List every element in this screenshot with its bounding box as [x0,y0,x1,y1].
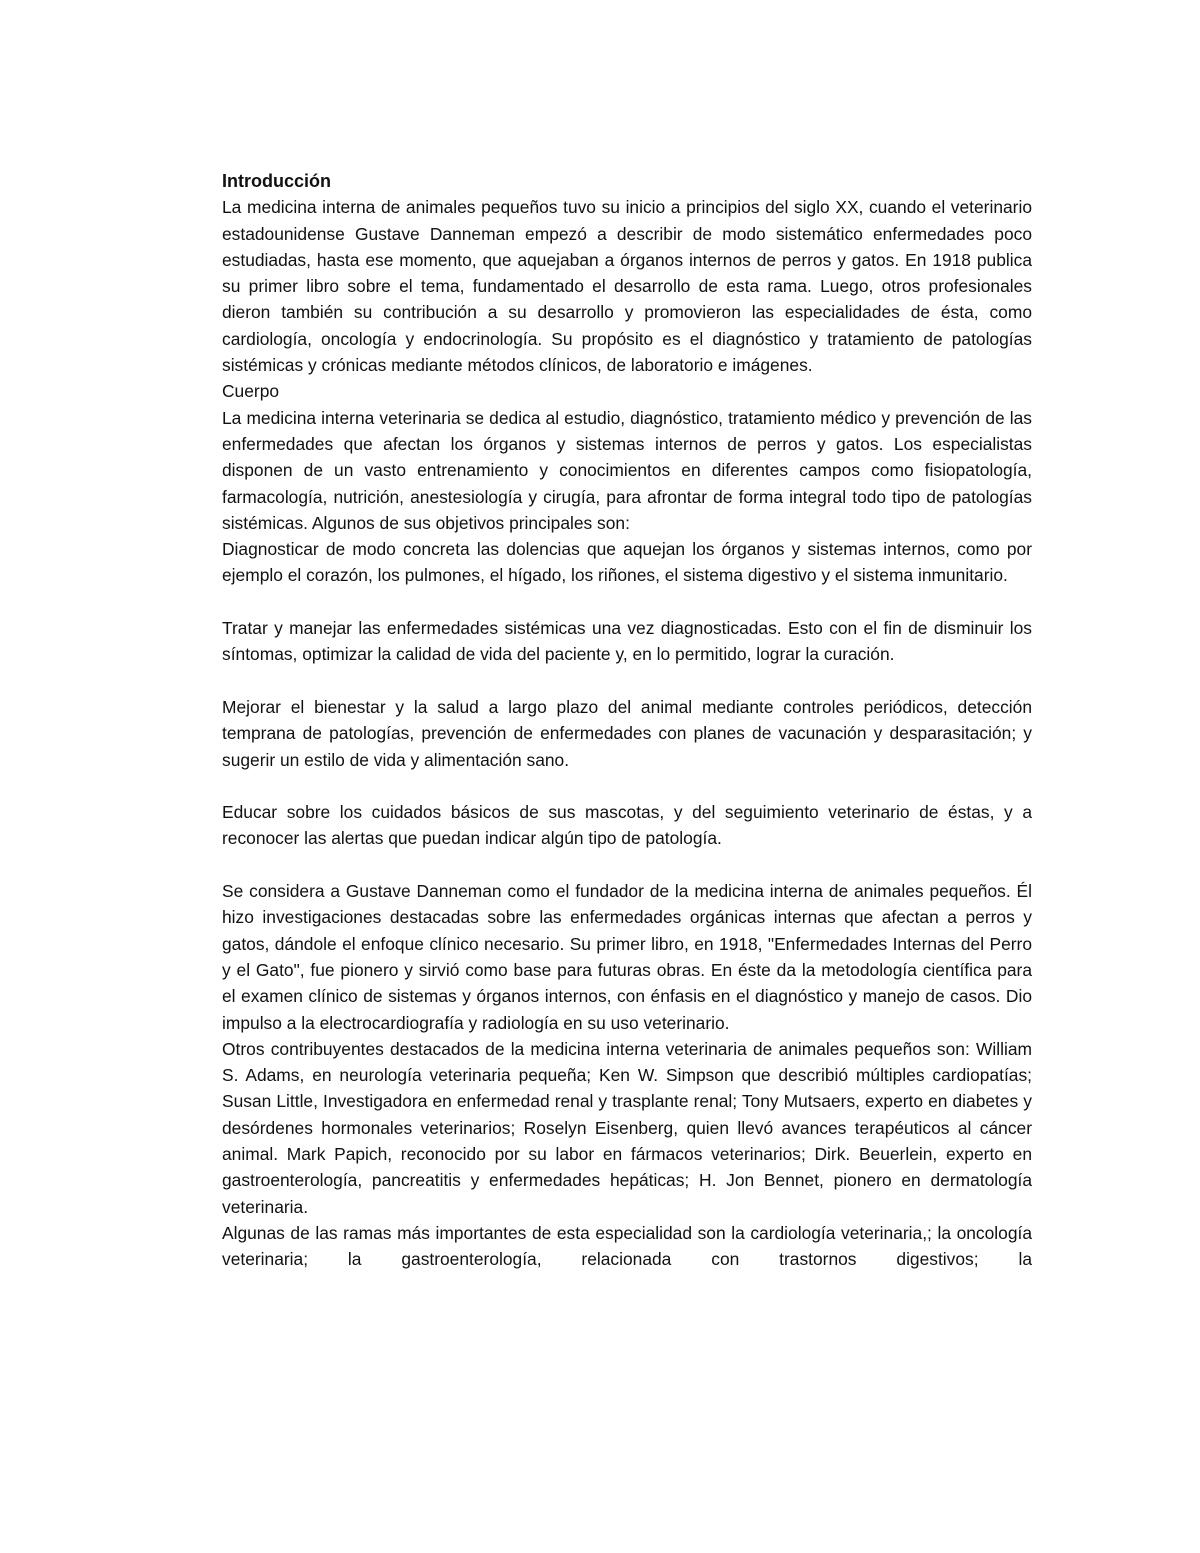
objective-diagnosticar: Diagnosticar de modo concreta las dolencias que aquejan los órganos y sistemas internos, como por ejemplo el corazón, los pulmones, el hígado, los riñones, el sistema digestivo y el sistema inmunitario. [222,539,1032,586]
objective-tratar: Tratar y manejar las enfermedades sistémicas una vez diagnosticadas. Esto con el fin de disminuir los síntomas, optimizar la calidad de vida del paciente y, en lo permitido, lograr la curación. [222,618,1032,665]
branches-paragraph: Algunas de las ramas más importantes de esta especialidad son la cardiología veterinaria,; la oncología veterinaria; la gastroenterología, relacionada con trastornos digestivos; la [222,1222,1032,1270]
objective-educar: Educar sobre los cuidados básicos de sus mascotas, y del seguimiento veterinario de éstas, y a reconocer las alertas que puedan indicar algún tipo de patología. [222,802,1032,849]
document-body [222,168,1032,1272]
section-label-cuerpo: Cuerpo [222,381,280,402]
objective-mejorar: Mejorar el bienestar y la salud a largo plazo del animal mediante controles periódicos, detección temprana de patologías, prevención de enfermedades con planes de vacunación y desparasitación; y sugerir un estilo de vida y alimentación sano. [222,696,1032,770]
heading-introduccion: Introducción [222,171,331,191]
founder-paragraph: Se considera a Gustave Danneman como el fundador de la medicina interna de animales pequeños. Él hizo investigaciones destacadas sobre las enfermedades orgánicas internas que afectan a perros y gatos, dándole el enfoque clínico necesario. Su primer libro, en 1918, "Enfermedades Internas del Perro y el Gato", fue pionero y sirvió como base para futuras obras. En éste da la metodología científica para el examen clínico de sistemas y órganos internos, con énfasis en el diagnóstico y manejo de casos. Dio impulso a la electrocardiografía y radiología en su uso veterinario. [222,881,1032,1033]
contributors-paragraph: Otros contribuyentes destacados de la medicina interna veterinaria de animales pequeños son: William S. Adams, en neurología veterinaria pequeña; Ken W. Simpson que describió múltiples cardiopatías; Susan Little, Investigadora en enfermedad renal y trasplante renal; Tony Mutsaers, experto en diabetes y desórdenes hormonales veterinarios; Roselyn Eisenberg, quien llevó avances terapéuticos al cáncer animal. Mark Papich, reconocido por su labor en fármacos veterinarios; Dirk. Beuerlein, experto en gastroenterología, pancreatitis y enfermedades hepáticas; H. Jon Bennet, pionero en dermatología veterinaria. [222,1038,1032,1217]
intro-paragraph: La medicina interna de animales pequeños tuvo su inicio a principios del siglo XX, cuando el veterinario estadounidense Gustave Danneman empezó a describir de modo sistemático enfermedades poco estudiadas, hasta ese momento, que aquejaban a órganos internos de perros y gatos. En 1918 publica su primer libro sobre el tema, fundamentado el desarrollo de esta rama. Luego, otros profesionales dieron también su contribución a su desarrollo y promovieron las especialidades de ésta, como cardiología, oncología y endocrinología. Su propósito es el diagnóstico y tratamiento de patologías sistémicas y crónicas mediante métodos clínicos, de laboratorio e imágenes. [222,197,1032,376]
body-paragraph: La medicina interna veterinaria se dedica al estudio, diagnóstico, tratamiento médico y prevención de las enfermedades que afectan los órganos y sistemas internos de perros y gatos. Los especialistas disponen de un vasto entrenamiento y conocimientos en diferentes campos como fisiopatología, farmacología, nutrición, anestesiología y cirugía, para afrontar de forma integral todo tipo de patologías sistémicas. Algunos de sus objetivos principales son: [222,407,1032,533]
